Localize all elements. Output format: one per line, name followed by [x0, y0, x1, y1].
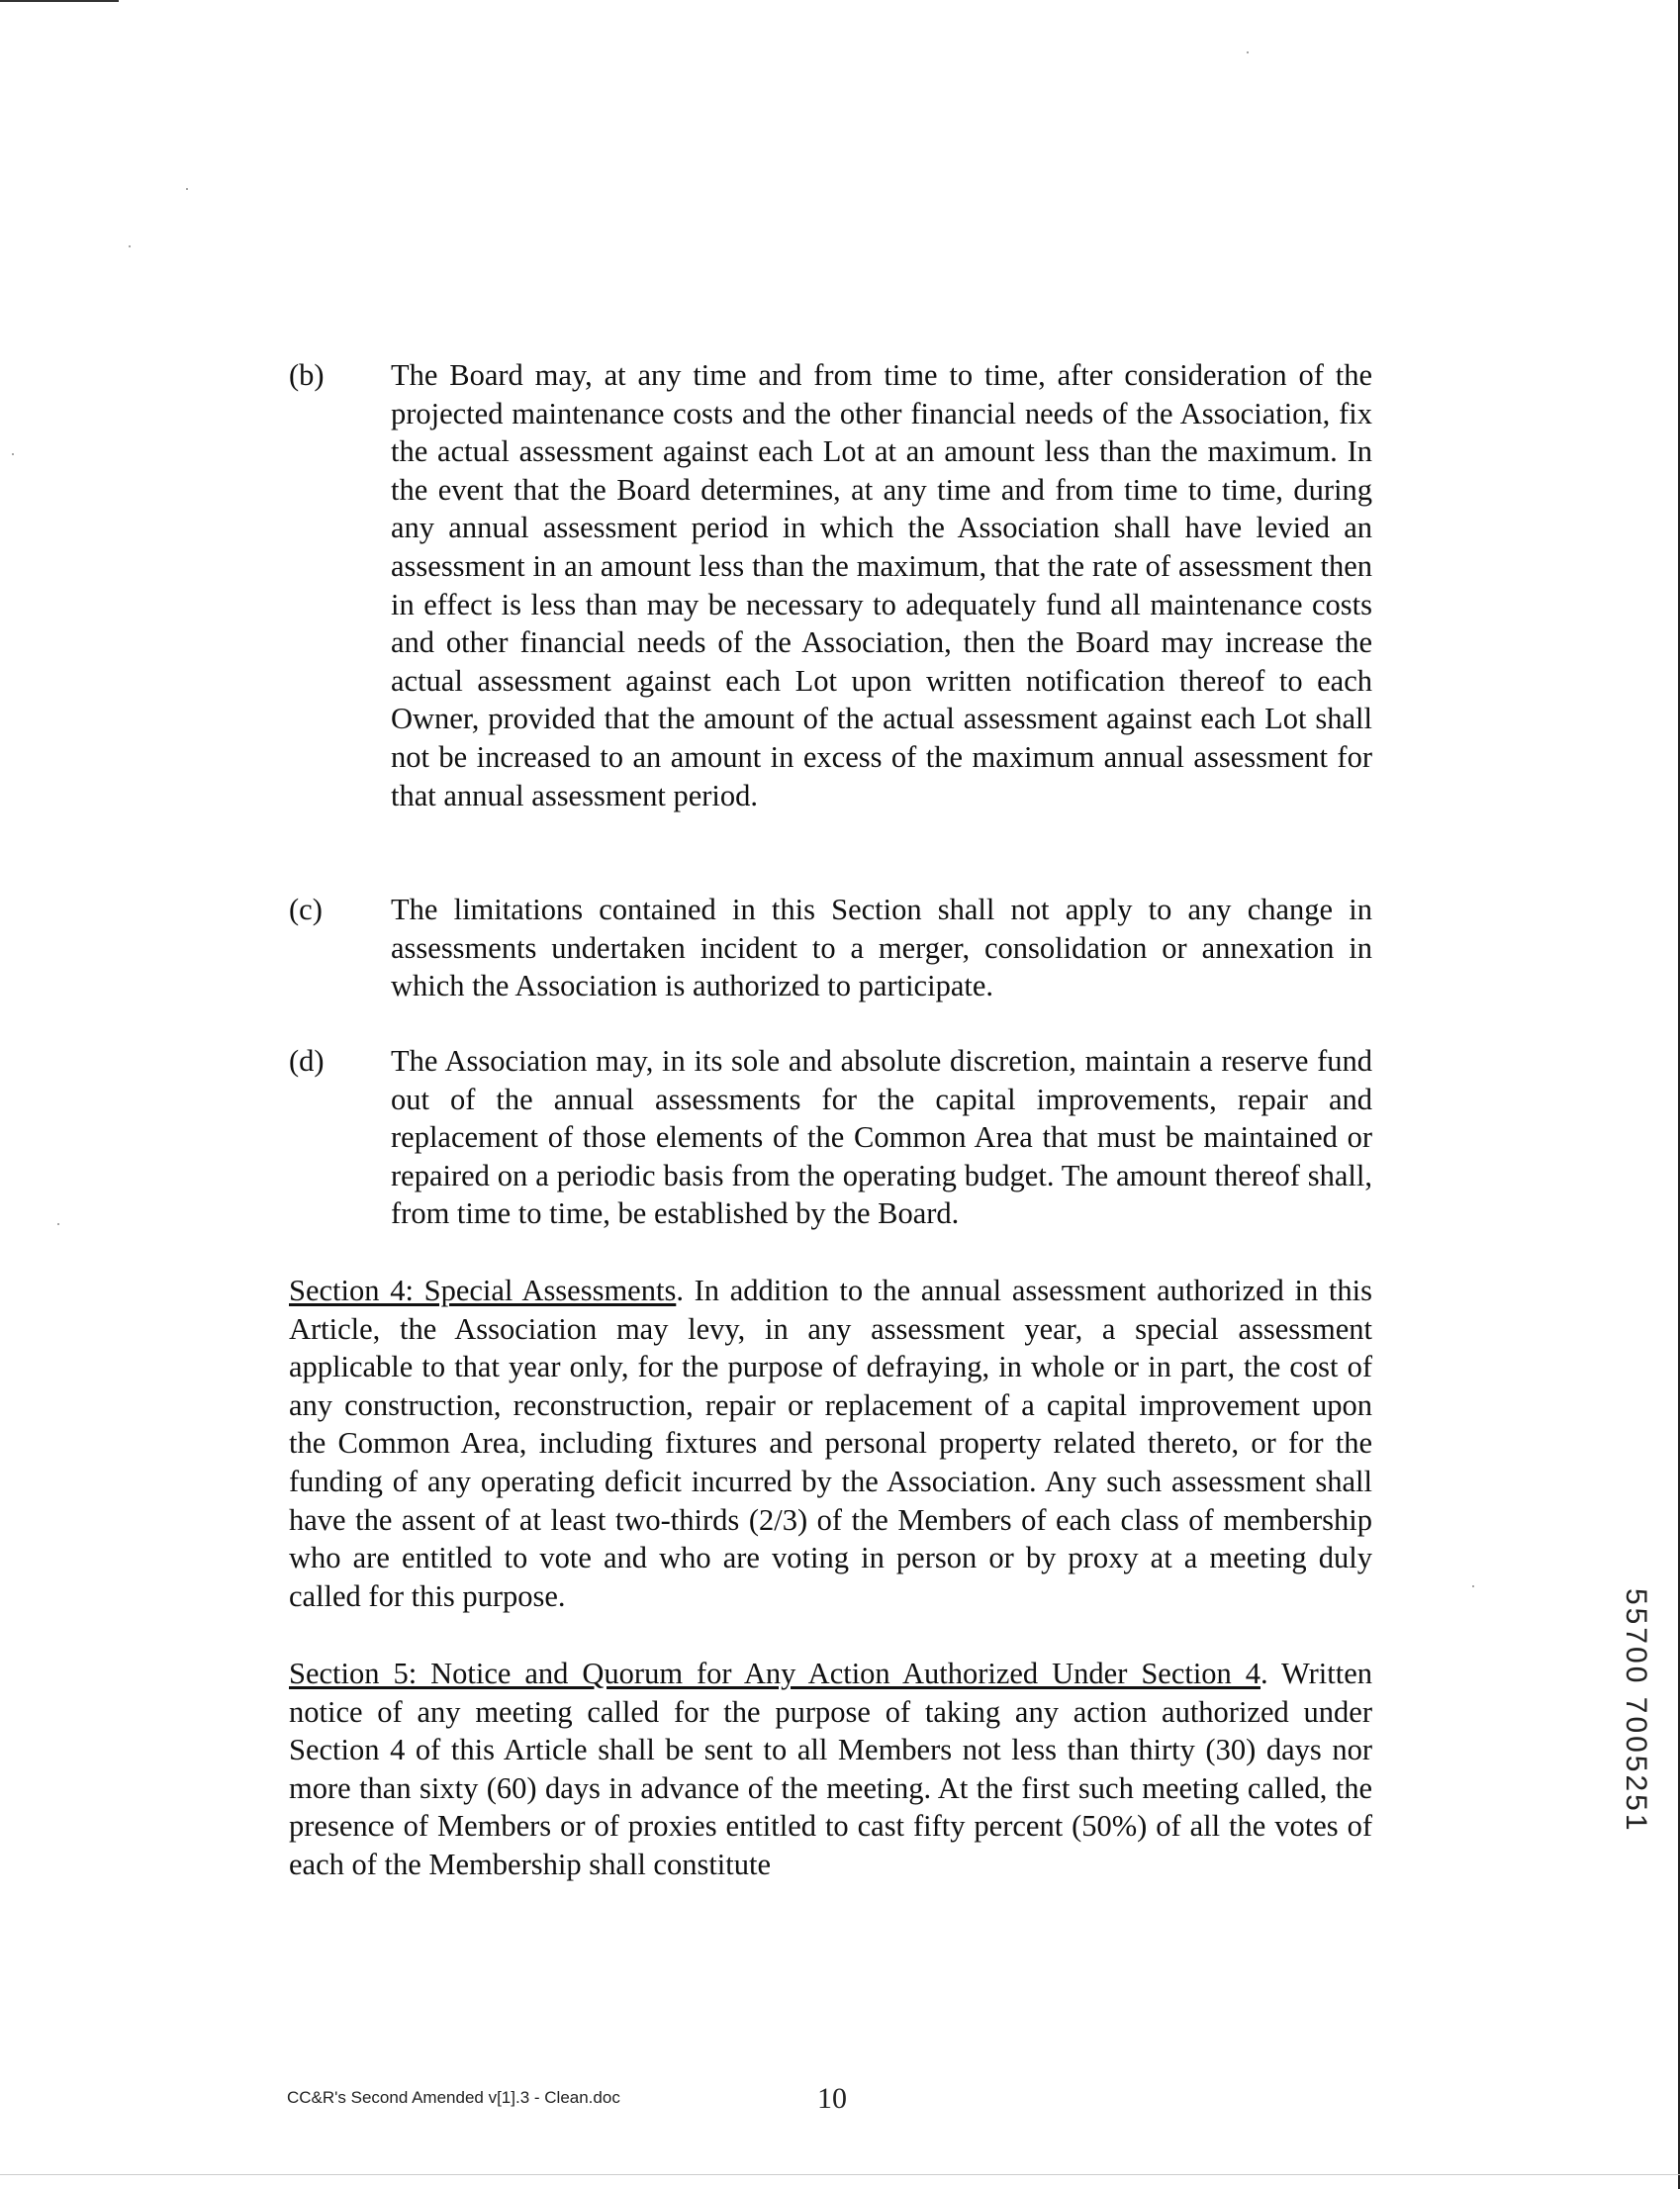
scan-speck [1472, 1585, 1474, 1587]
side-recording-stamp-text: 55700 7005251 [1620, 1588, 1652, 1834]
section-4 [289, 1272, 1372, 1615]
scan-speck [129, 245, 131, 247]
paragraph-b-label: (b) [289, 358, 325, 392]
scan-edge-top [0, 0, 119, 2]
paragraph-b-text: The Board may, at any time and from time to time, after consideration of the projected maintenance costs and the other financial needs of the Association, fix the actual assessment against each Lot at an amount less than the maximum. In the event that the Board determines, at any time and from time to time, during any annual assessment period in which the Association shall have levied an assessment in an amount less than the maximum, that the rate of assessment then in effect is less than may be necessary to adequately fund all maintenance costs and other financial needs of the Association, then the Board may increase the actual assessment against each Lot upon written notification thereof to each Owner, provided that the amount of the actual assessment against each Lot shall not be increased to an amount in excess of the maximum annual assessment for that annual assessment period. [391, 358, 1372, 812]
paragraph-c-text: The limitations contained in this Section shall not apply to any change in assessments undertaken incident to a merger, consolidation or annexation in which the Association is authorized to participate. [391, 893, 1372, 1003]
scan-edge-bottom [0, 2174, 1680, 2175]
section-4-text: . In addition to the annual assessment authorized in this Article, the Association may levy, in any assessment year, a special assessment applicable to that year only, for the purpose of defraying, in whole or in part, the cost of any construction, reconstruction, repair or replacement of a capital improvement upon the Common Area, including fixtures and personal property related thereto, or for the funding of any operating deficit incurred by the Association. Any such assessment shall have the assent of at least two-thirds (2/3) of the Members of each class of membership who are entitled to vote and who are voting in person or by proxy at a meeting duly called for this purpose. [289, 1274, 1372, 1613]
section-4-heading: Section 4: Special Assessments [289, 1274, 677, 1307]
footer-page-number: 10 [817, 2082, 847, 2115]
paragraph-c-label: (c) [289, 893, 323, 926]
section-5-heading: Section 5: Notice and Quorum for Any Action Authorized Under Section 4 [289, 1657, 1261, 1690]
footer-document-name: CC&R's Second Amended v[1].3 - Clean.doc [287, 2088, 620, 2107]
paragraph-d-text: The Association may, in its sole and absolute discretion, maintain a reserve fund out of the annual assessments for the capital improvements, repair and replacement of those elements of the Common Area that must be maintained or repaired on a periodic basis from the operating budget. The amount thereof shall, from time to time, be established by the Board. [391, 1044, 1372, 1231]
scan-speck [12, 453, 14, 455]
scan-speck [1247, 51, 1249, 53]
section-5 [289, 1655, 1372, 1884]
scan-speck [186, 188, 188, 190]
section-5-text: . Written notice of any meeting called for the purpose of taking any action authorized under Section 4 of this Article shall be sent to all Members not less than thirty (30) days nor more than sixty (60) days in advance of the meeting. At the first such meeting called, the presence of Members or of proxies entitled to cast fifty percent (50%) of all the votes of each of the Membership shall constitute [289, 1657, 1372, 1881]
side-recording-stamp [1615, 1588, 1654, 1856]
scan-speck [57, 1223, 59, 1225]
paragraph-d-label: (d) [289, 1044, 325, 1078]
